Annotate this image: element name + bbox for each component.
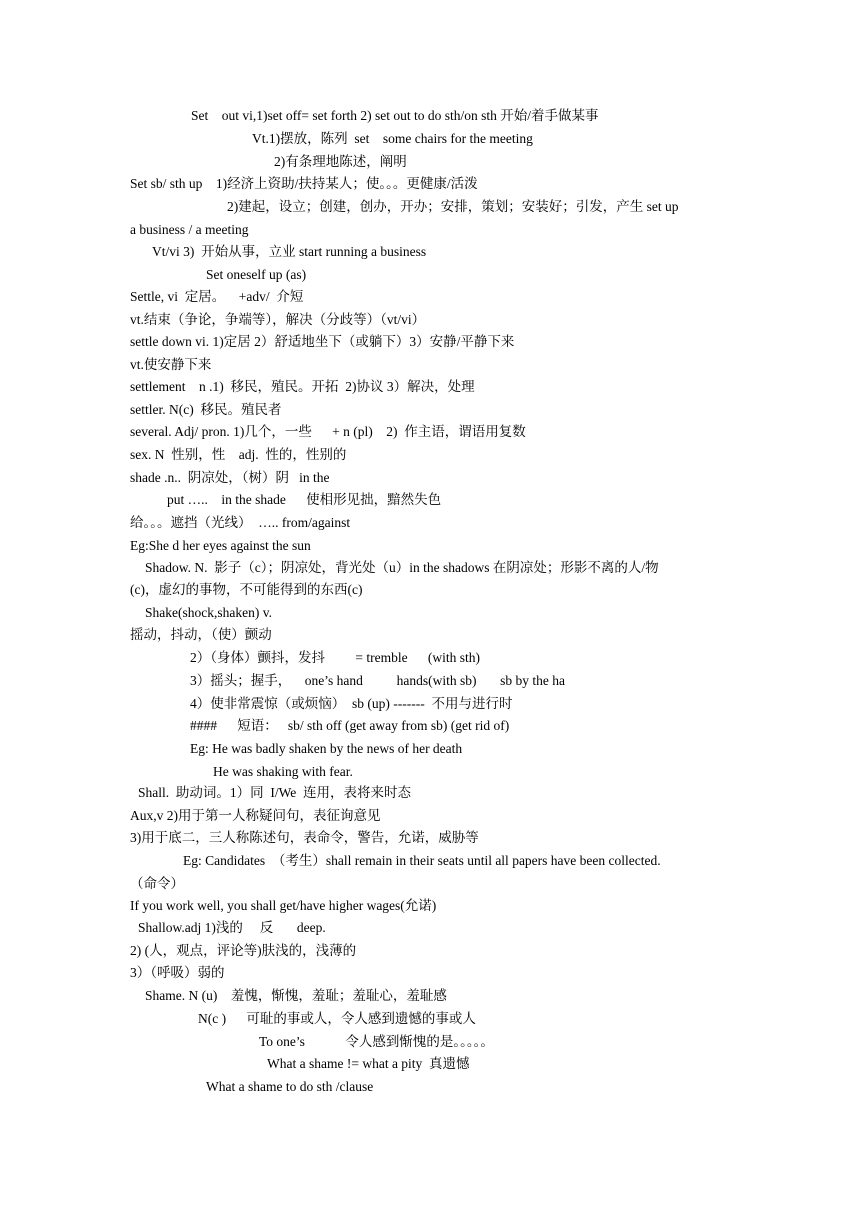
text-line: sex. N 性别，性 adj. 性的，性别的 <box>130 447 347 462</box>
text-line: Set sb/ sth up 1)经济上资助/扶持某人；使。。。更健康/活泼 <box>130 176 478 191</box>
text-line: （命令） <box>130 876 184 891</box>
text-line: Shallow.adj 1)浅的 反 deep. <box>138 920 326 935</box>
text-line: 3）摇头；握手， one’s hand hands(with sb) sb by the ha <box>190 673 565 688</box>
text-line: 2）（身体）颤抖，发抖 = tremble (with sth) <box>190 650 480 665</box>
text-line: settle down vi. 1)定居 2）舒适地坐下（或躺下）3）安静/平静下来 <box>130 334 515 349</box>
text-line: What a shame to do sth /clause <box>206 1079 374 1094</box>
text-line: He was shaking with fear. <box>213 764 353 779</box>
text-line: Shadow. N. 影子（c）；阴凉处，背光处（u）in the shadows 在阴凉处；形影不离的人/物 <box>145 560 659 575</box>
text-line: N(c ) 可耻的事或人，令人感到遗憾的事或人 <box>198 1011 476 1026</box>
text-line: 2)有条理地陈述，阐明 <box>274 154 407 169</box>
text-line: Vt/vi 3) 开始从事，立业 start running a business <box>152 244 427 259</box>
text-line: 2)建起，设立；创建，创办，开办；安排，策划；安装好；引发，产生 set up <box>227 199 679 214</box>
text-line: Eg: He was badly shaken by the news of her death <box>190 741 463 756</box>
text-line: 给。。。遮挡（光线） ….. from/against <box>130 515 351 530</box>
text-line: 摇动，抖动，（使）颤动 <box>130 627 272 642</box>
text-line: To one’s 令人感到惭愧的是。。。。。 <box>259 1034 494 1049</box>
text-line: Set out vi,1)set off= set forth 2) set out to do sth/on sth 开始/着手做某事 <box>191 108 599 123</box>
text-line: 3)用于底二，三人称陈述句，表命令，警告，允诺，威胁等 <box>130 830 479 845</box>
text-line: Set oneself up (as) <box>206 267 307 282</box>
text-line: Shake(shock,shaken) v. <box>145 605 272 620</box>
text-line: Shall. 助动词。1）同 I/We 连用，表将来时态 <box>138 785 412 800</box>
text-line: vt.结束（争论，争端等），解决（分歧等）（vt/vi） <box>130 312 426 327</box>
text-line: shade .n.. 阴凉处，（树）阴 in the <box>130 470 330 485</box>
text-line: Vt.1)摆放，陈列 set some chairs for the meeting <box>252 131 533 146</box>
text-line: Settle, vi 定居。 +adv/ 介短 <box>130 289 304 304</box>
text-line: a business / a meeting <box>130 222 249 237</box>
text-line: several. Adj/ pron. 1)几个，一些 + n (pl) 2) 作主语，谓语用复数 <box>130 424 526 439</box>
text-line: vt.使安静下来 <box>130 357 212 372</box>
text-line: put ….. in the shade 使相形见拙，黯然失色 <box>167 492 442 507</box>
text-line: Eg:She d her eyes against the sun <box>130 538 311 553</box>
text-line: #### 短语： sb/ sth off (get away from sb) (get rid of) <box>190 718 510 733</box>
text-line: (c)，虚幻的事物，不可能得到的东西(c) <box>130 582 363 597</box>
text-line: 4）使非常震惊（或烦恼） sb (up) ------- 不用与进行时 <box>190 696 513 711</box>
text-line: If you work well, you shall get/have higher wages(允诺) <box>130 898 437 913</box>
text-line: Shame. N (u) 羞愧，惭愧，羞耻；羞耻心，羞耻感 <box>145 988 447 1003</box>
text-line: 2) (人，观点，评论等)肤浅的，浅薄的 <box>130 943 357 958</box>
text-line: 3）（呼吸）弱的 <box>130 965 225 980</box>
text-line: settler. N(c) 移民。殖民者 <box>130 402 282 417</box>
text-line: Aux,v 2)用于第一人称疑问句，表征询意见 <box>130 808 381 823</box>
text-line: settlement n .1) 移民，殖民。开拓 2)协议 3）解决，处理 <box>130 379 475 394</box>
text-line: Eg: Candidates （考生）shall remain in their seats until all papers have been collected. <box>183 853 661 868</box>
text-line: What a shame != what a pity 真遗憾 <box>267 1056 470 1071</box>
